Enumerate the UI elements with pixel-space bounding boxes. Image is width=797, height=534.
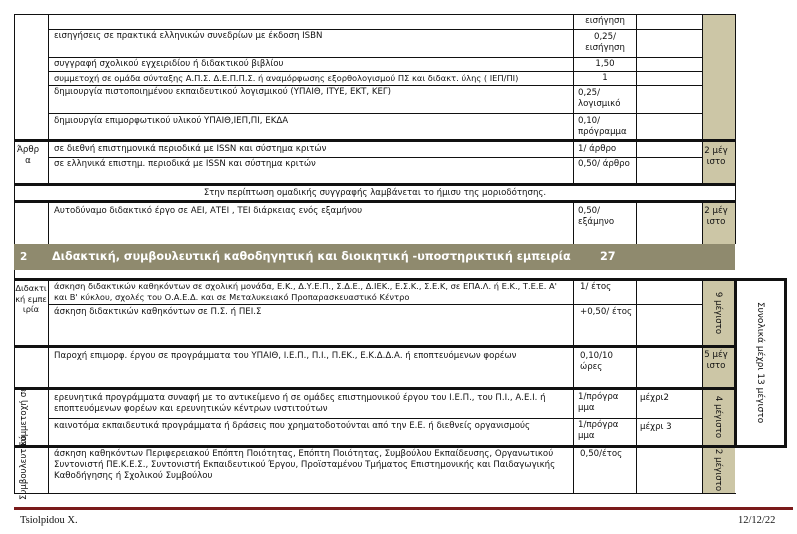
advisory-activity: άσκηση καθηκόντων Περιφερειακού Επόπτη Ποιότητας, Επόπτη Ποιότητας, Συμβούλου Εκπαίδευσης, Οργανωτικού Συντονιστή ΠΕ.Κ.Ε.Σ., Συντονιστή Εκπαιδευτικού Έργου, Προϊσταμένου Τμήματος Επιστημονικής και Παιδαγωγικής Καθοδήγησης ή Σχολικού Συμβούλου bbox=[54, 449, 556, 481]
participation-row1-limit: μέχρι2 bbox=[640, 393, 669, 403]
r6-activity: σε διεθνή επιστημονικά περιοδικά με ISSN και σύστημα κριτών bbox=[54, 144, 327, 154]
r2-activity: συγγραφή σχολικού εγχειριδίου ή διδακτικού βιβλίου bbox=[54, 59, 284, 69]
teaching-label: Διδακτική εμπειρία bbox=[15, 283, 47, 314]
r5-points: 0,10/ πρόγραμμα bbox=[578, 116, 627, 137]
r4-activity: δημιουργία πιστοποιημένου εκπαιδευτικού λογισμικού (ΥΠΑΙΘ, ΙΤΥΕ, ΕΚΤ, ΚΕΓ) bbox=[54, 87, 392, 97]
r6-points: 1/ άρθρο bbox=[578, 144, 617, 154]
section-number: 2 bbox=[20, 251, 28, 263]
advisory-max: 2 μέγιστο bbox=[713, 448, 723, 492]
teaching-max: 9 μέγιστο bbox=[713, 291, 723, 335]
section-points: 27 bbox=[600, 250, 616, 263]
r7-points: 0,50/ άρθρο bbox=[578, 159, 630, 169]
r7-activity: σε ελληνικά επιστημ. περιοδικά με ISSN και σύστημα κριτών bbox=[54, 159, 316, 169]
advisory-label: Συμβουλευτικό bbox=[19, 435, 29, 500]
r4-points: 0,25/ λογισμικό bbox=[578, 88, 621, 109]
participation-row1-activity: ερευνητικά προγράμματα συναφή με το αντικείμενο ή σε ομάδες επιστημονικού έργου του Ι.Ε.Π., του Π.Ι., Α.Ε.Ι. ή εποπτευόμενων φορέων και ερευνητικών κέντρων ινστιτούτων bbox=[54, 393, 546, 414]
r3-activity: συμμετοχή σε ομάδα σύνταξης Α.Π.Σ. Δ.Ε.Π.Π.Σ. ή αναμόρφωσης εξορθολογισμού ΠΣ και διδακτ. ύλης ( ΙΕΠ/ΠΙ) bbox=[54, 73, 519, 83]
r8-points: 0,50/ εξάμηνο bbox=[578, 206, 615, 227]
participation-row2-limit: μέχρι 3 bbox=[640, 422, 672, 432]
articles-label: Άρθρα bbox=[16, 145, 40, 166]
articles-max: 2 μέγιστο bbox=[704, 146, 728, 167]
r1-activity: εισηγήσεις σε πρακτικά ελληνικών συνεδρίων με έκδοση ISBN bbox=[54, 31, 323, 41]
training-max: 5 μέγιστο bbox=[704, 350, 728, 371]
r1-points: 0,25/ εισήγηση bbox=[585, 32, 625, 53]
teaching-row2-points: +0,50/ έτος bbox=[580, 307, 633, 317]
advisory-points: 0,50/έτος bbox=[580, 449, 623, 459]
participation-row2-points: 1/πρόγραμμα bbox=[578, 420, 619, 441]
footer-author: Tsiolpidou X. bbox=[20, 515, 78, 526]
r2-points: 1,50 bbox=[595, 59, 615, 69]
r3-points: 1 bbox=[602, 73, 608, 83]
participation-row1-points: 1/πρόγραμμα bbox=[578, 392, 619, 413]
training-activity: Παροχή επιμορφ. έργου σε προγράμματα του ΥΠΑΙΘ, Ι.Ε.Π., Π.Ι., Π.ΕΚ., Ε.Κ.Δ.Δ.Α. ή εποπτευόμενων φορέων bbox=[54, 351, 517, 361]
section-title: Διδακτική, συμβουλευτική καθοδηγητική και διοικητική -υποστηρικτική εμπειρία bbox=[52, 250, 571, 263]
section-2-banner bbox=[14, 244, 735, 270]
r8-max: 2 μέγιστο bbox=[704, 206, 728, 227]
footer-divider bbox=[14, 507, 793, 510]
participation-row2-activity: καινοτόμα εκπαιδευτικά προγράμματα ή δράσεις που χρηματοδοτούνται από την Ε.Ε. ή διεθνείς οργανισμούς bbox=[54, 421, 530, 431]
footer-date: 12/12/22 bbox=[738, 515, 776, 526]
teaching-row2-activity: άσκηση διδακτικών καθηκόντων σε Π.Σ. ή ΠΕΙ.Σ bbox=[54, 307, 262, 317]
teaching-total-max: Συνολικά μέχρι 13 μέγιστο bbox=[755, 302, 765, 424]
max-column-shade-top bbox=[702, 14, 735, 140]
participation-max: 4 μέγιστο bbox=[713, 395, 723, 439]
training-points: 0,10/10 ώρες bbox=[580, 351, 613, 372]
teaching-row1-points: 1/ έτος bbox=[580, 282, 612, 292]
group-writing-note: Στην περίπτωση ομαδικής συγγραφής λαμβάνεται το ήμισυ της μοριοδότησης. bbox=[203, 188, 547, 198]
teaching-row1-activity: άσκηση διδακτικών καθηκόντων σε σχολική μονάδα, Ε.Κ., Δ.Υ.Ε.Π., Σ.Δ.Ε., Δ.ΙΕΚ., Ε.Σ.Κ., Σ.Ε.Κ, σε ΕΠΑ.Λ. ή Ε.Κ., Τ.Ε.Ε. Α' και Β' κύκλου, σχολές του Ο.Α.Ε.Δ. και σε Μεταλυκειακό Προπαρασκευαστικό Κέντρο bbox=[54, 281, 557, 302]
participation-label: Συμμετοχή σε bbox=[19, 387, 29, 447]
r0-points: εισήγηση bbox=[585, 16, 625, 26]
r5-activity: δημιουργία επιμορφωτικού υλικού ΥΠΑΙΘ,ΙΕΠ,ΠΙ, ΕΚΔΑ bbox=[54, 116, 289, 126]
r8-activity: Αυτοδύναμο διδακτικό έργο σε ΑΕΙ, ΑΤΕΙ , ΤΕΙ διάρκειας ενός εξαμήνου bbox=[54, 206, 363, 216]
